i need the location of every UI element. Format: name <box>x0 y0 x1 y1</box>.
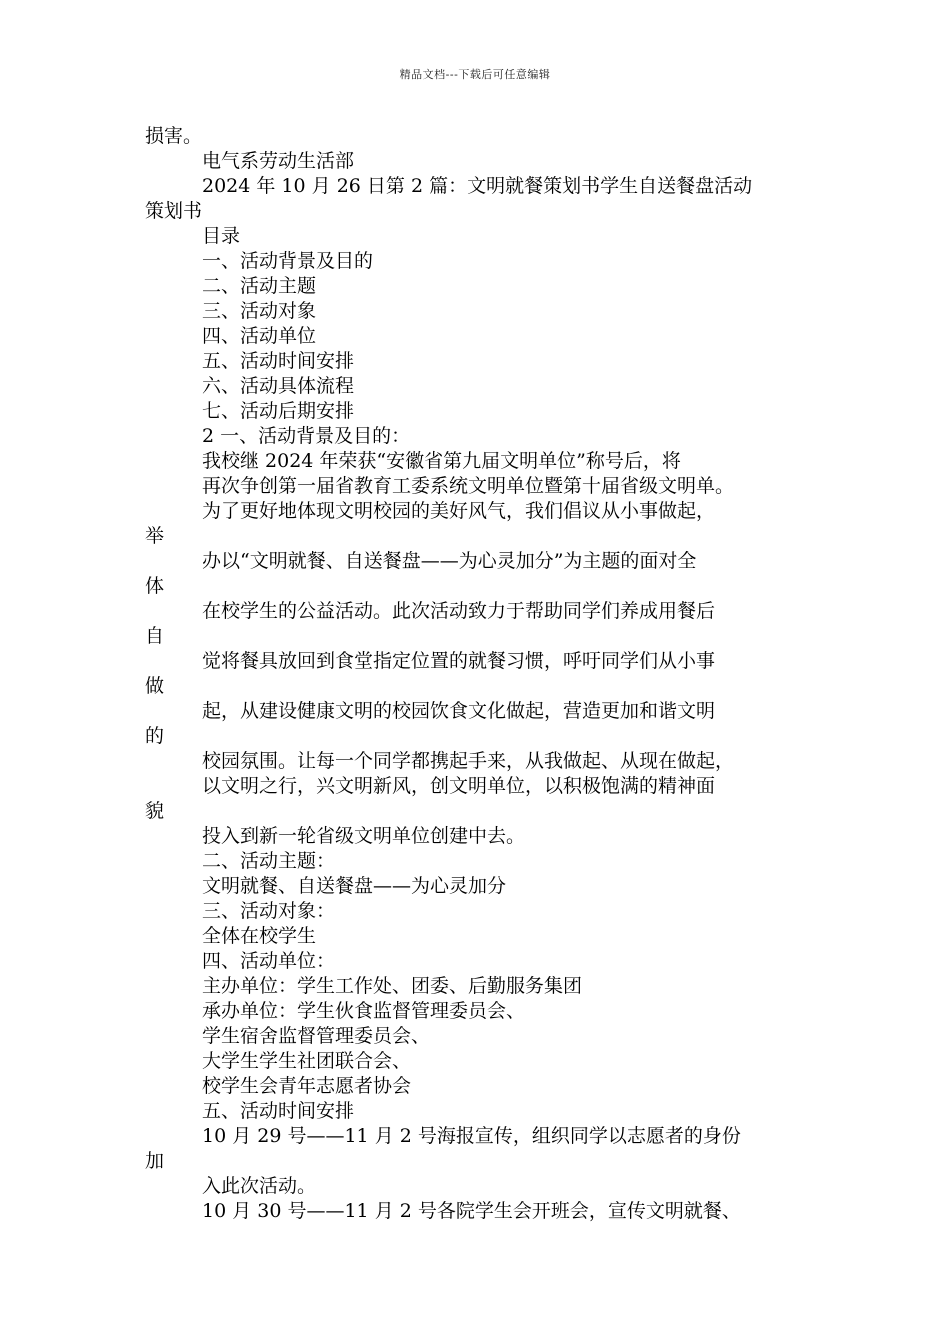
text-line: 校学生会青年志愿者协会 <box>202 1075 412 1097</box>
text-line: 10 月 29 号——11 月 2 号海报宣传，组织同学以志愿者的身份 <box>202 1125 741 1147</box>
text-line: 校园氛围。让每一个同学都携起手来，从我做起、从现在做起， <box>202 750 735 772</box>
text-line: 承办单位：学生伙食监督管理委员会、 <box>202 1000 526 1022</box>
text-line: 2024 年 10 月 26 日第 2 篇：文明就餐策划书学生自送餐盘活动 <box>202 175 753 197</box>
text-line: 五、活动时间安排 <box>202 350 355 372</box>
text-line: 办以“文明就餐、自送餐盘——为心灵加分”为主题的面对全 <box>202 550 697 572</box>
text-line: 2 一、活动背景及目的： <box>202 425 411 447</box>
text-line: 五、活动时间安排 <box>202 1100 355 1122</box>
text-line: 起，从建设健康文明的校园饮食文化做起，营造更加和谐文明 <box>202 700 716 722</box>
text-line: 四、活动单位 <box>202 325 317 347</box>
text-line: 三、活动对象： <box>202 900 336 922</box>
text-line: 举 <box>145 525 165 547</box>
text-line: 再次争创第一届省教育工委系统文明单位暨第十届省级文明单。 <box>202 475 735 497</box>
text-line: 为了更好地体现文明校园的美好风气，我们倡议从小事做起， <box>202 500 716 522</box>
text-line: 策划书 <box>145 200 203 222</box>
text-line: 做 <box>145 675 165 697</box>
text-line: 四、活动单位： <box>202 950 336 972</box>
text-line: 10 月 30 号——11 月 2 号各院学生会开班会，宣传文明就餐、 <box>202 1200 741 1222</box>
text-line: 电气系劳动生活部 <box>202 150 355 172</box>
text-line: 二、活动主题： <box>202 850 336 872</box>
page-header: 精品文档---下载后可任意编辑 <box>399 68 551 81</box>
text-line: 我校继 2024 年荣获“安徽省第九届文明单位”称号后，将 <box>202 450 681 472</box>
text-line: 以文明之行，兴文明新风，创文明单位，以积极饱满的精神面 <box>202 775 716 797</box>
text-line: 自 <box>145 625 165 647</box>
text-line: 觉将餐具放回到食堂指定位置的就餐习惯，呼吁同学们从小事 <box>202 650 716 672</box>
text-line: 一、活动背景及目的 <box>202 250 374 272</box>
text-line: 入此次活动。 <box>202 1175 317 1197</box>
text-line: 六、活动具体流程 <box>202 375 355 397</box>
text-line: 主办单位：学生工作处、团委、后勤服务集团 <box>202 975 583 997</box>
text-line: 学生宿舍监督管理委员会、 <box>202 1025 431 1047</box>
text-line: 损害。 <box>145 125 203 147</box>
text-line: 的 <box>145 725 165 747</box>
text-line: 投入到新一轮省级文明单位创建中去。 <box>202 825 526 847</box>
text-line: 文明就餐、自送餐盘——为心灵加分 <box>202 875 507 897</box>
text-line: 二、活动主题 <box>202 275 317 297</box>
text-line: 三、活动对象 <box>202 300 317 322</box>
text-line: 加 <box>145 1150 165 1172</box>
text-line: 目录 <box>202 225 241 247</box>
text-line: 在校学生的公益活动。此次活动致力于帮助同学们养成用餐后 <box>202 600 716 622</box>
text-line: 全体在校学生 <box>202 925 317 947</box>
text-line: 大学生学生社团联合会、 <box>202 1050 412 1072</box>
text-line: 体 <box>145 575 165 597</box>
text-line: 貌 <box>145 800 165 822</box>
text-line: 七、活动后期安排 <box>202 400 355 422</box>
